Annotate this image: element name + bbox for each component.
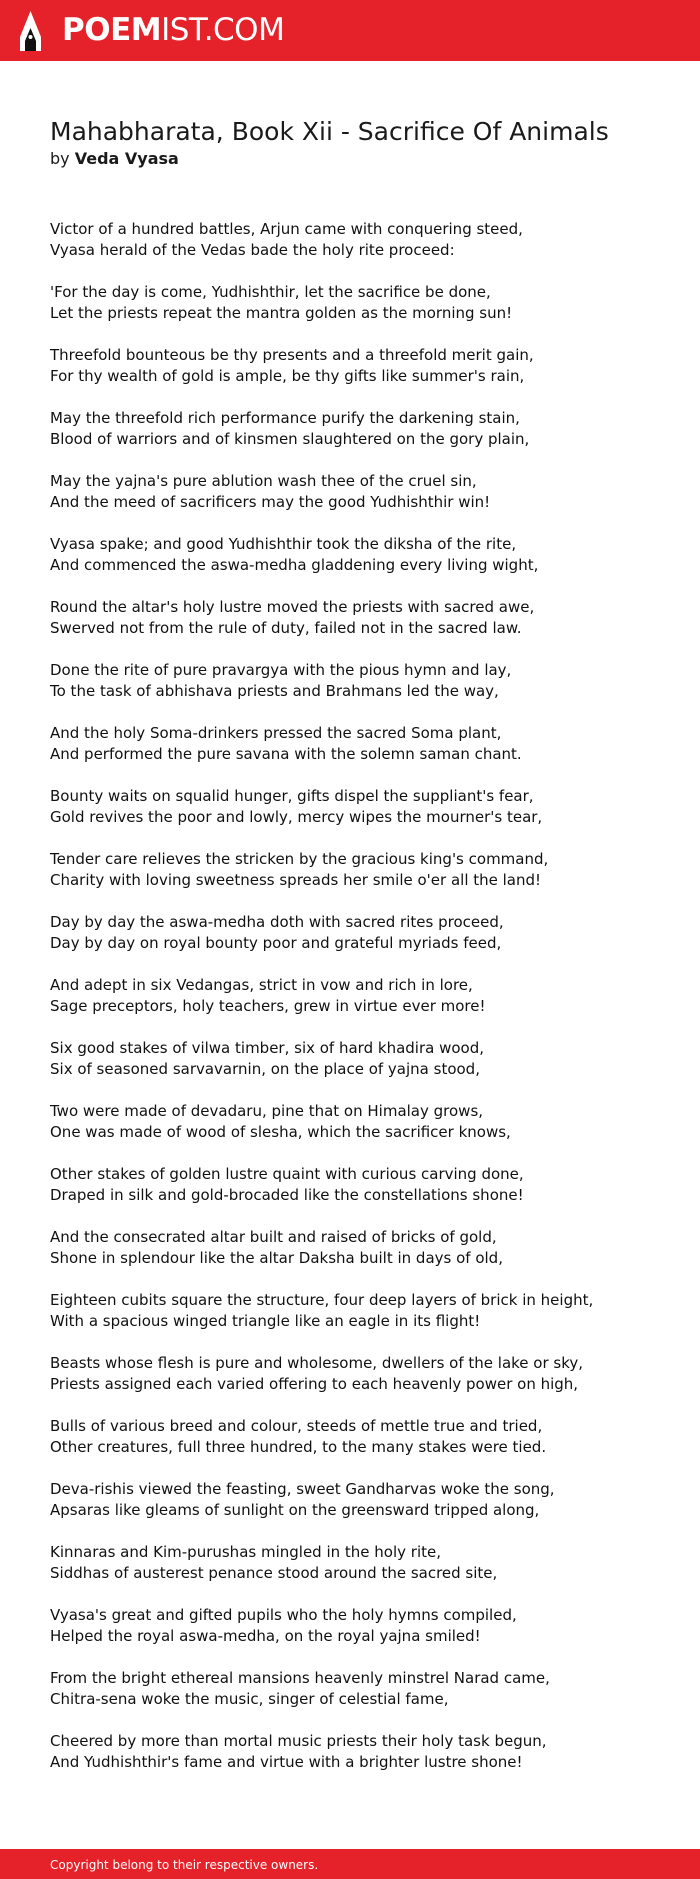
stanza: [50, 1605, 670, 1668]
stanza: [50, 1668, 670, 1731]
stanza: [50, 1290, 670, 1353]
poem-line: Bulls of various breed and colour, steeds of mettle true and tried,: [50, 1417, 543, 1435]
poem-line: And performed the pure savana with the solemn saman chant.: [50, 745, 522, 763]
poem-line: Draped in silk and gold-brocaded like the constellations shone!: [50, 1186, 524, 1204]
poem-line: Sage preceptors, holy teachers, grew in virtue ever more!: [50, 997, 486, 1015]
stanza: [50, 345, 670, 408]
poem-line: Eighteen cubits square the structure, four deep layers of brick in height,: [50, 1291, 594, 1309]
poem-line: And the meed of sacrificers may the good Yudhishthir win!: [50, 493, 491, 511]
poem-line: Round the altar's holy lustre moved the priests with sacred awe,: [50, 598, 535, 616]
stanza: [50, 1542, 670, 1605]
poem-line: Cheered by more than mortal music priests their holy task begun,: [50, 1732, 547, 1750]
poem-line: Day by day on royal bounty poor and grateful myriads feed,: [50, 934, 502, 952]
stanza: [50, 912, 670, 975]
poem-line: Priests assigned each varied offering to each heavenly power on high,: [50, 1375, 579, 1393]
poem-line: May the threefold rich performance purify the darkening stain,: [50, 409, 520, 427]
poem-line: Two were made of devadaru, pine that on Himalay grows,: [50, 1102, 484, 1120]
poem-line: Tender care relieves the stricken by the gracious king's command,: [50, 850, 549, 868]
poem-line: Helped the royal aswa-medha, on the royal yajna smiled!: [50, 1627, 481, 1645]
stanza: [50, 660, 670, 723]
poem-line: For thy wealth of gold is ample, be thy gifts like summer's rain,: [50, 367, 525, 385]
poem-line: Bounty waits on squalid hunger, gifts dispel the suppliant's fear,: [50, 787, 534, 805]
poem-line: One was made of wood of slesha, which the sacrificer knows,: [50, 1123, 511, 1141]
stanza: [50, 975, 670, 1038]
quill-tip-icon[interactable]: [18, 10, 43, 52]
stanza: [50, 534, 670, 597]
poem-line: May the yajna's pure ablution wash thee of the cruel sin,: [50, 472, 477, 490]
poem-line: Vyasa spake; and good Yudhishthir took the diksha of the rite,: [50, 535, 517, 553]
poem-line: Deva-rishis viewed the feasting, sweet Gandharvas woke the song,: [50, 1480, 555, 1498]
poem-line: Charity with loving sweetness spreads her smile o'er all the land!: [50, 871, 542, 889]
stanza: [50, 1416, 670, 1479]
stanza: [50, 597, 670, 660]
byline: [50, 148, 179, 170]
poem-line: Six good stakes of vilwa timber, six of hard khadira wood,: [50, 1039, 484, 1057]
logo-bold-text: POEM: [62, 12, 162, 48]
author-name: Veda Vyasa: [74, 149, 179, 168]
poem-line: Apsaras like gleams of sunlight on the greensward tripped along,: [50, 1501, 540, 1519]
site-logo[interactable]: [62, 12, 284, 48]
poem-line: Victor of a hundred battles, Arjun came with conquering steed,: [50, 220, 523, 238]
poem-line: Other creatures, full three hundred, to the many stakes were tied.: [50, 1438, 547, 1456]
poem-title: Mahabharata, Book Xii - Sacrifice Of Animals: [50, 117, 609, 146]
poem-line: And Yudhishthir's fame and virtue with a brighter lustre shone!: [50, 1753, 523, 1771]
poem-line: Siddhas of austerest penance stood around the sacred site,: [50, 1564, 498, 1582]
stanza: [50, 1227, 670, 1290]
poem-line: And commenced the aswa-medha gladdening every living wight,: [50, 556, 539, 574]
stanza: [50, 723, 670, 786]
poem-line: Day by day the aswa-medha doth with sacred rites proceed,: [50, 913, 504, 931]
poem-line: Done the rite of pure pravargya with the pious hymn and lay,: [50, 661, 512, 679]
copyright-notice: Copyright belong to their respective owners.: [50, 1858, 319, 1872]
poem-line: Chitra-sena woke the music, singer of celestial fame,: [50, 1690, 449, 1708]
poem-body: [50, 219, 670, 1794]
poem-line: Blood of warriors and of kinsmen slaughtered on the gory plain,: [50, 430, 530, 448]
poem-line: Other stakes of golden lustre quaint with curious carving done,: [50, 1165, 524, 1183]
poem-line: From the bright ethereal mansions heavenly minstrel Narad came,: [50, 1669, 550, 1687]
stanza: [50, 1479, 670, 1542]
stanza: [50, 471, 670, 534]
poem-line: To the task of abhishava priests and Brahmans led the way,: [50, 682, 499, 700]
poem-line: Let the priests repeat the mantra golden as the morning sun!: [50, 304, 513, 322]
stanza: [50, 1038, 670, 1101]
poem-line: Beasts whose flesh is pure and wholesome, dwellers of the lake or sky,: [50, 1354, 584, 1372]
stanza: [50, 1353, 670, 1416]
by-label: by: [50, 149, 70, 168]
stanza: [50, 1164, 670, 1227]
logo-light-text: IST.COM: [161, 12, 285, 48]
poem-line: Threefold bounteous be thy presents and a threefold merit gain,: [50, 346, 534, 364]
poem-line: Vyasa herald of the Vedas bade the holy rite proceed:: [50, 241, 455, 259]
poem-line: And the consecrated altar built and raised of bricks of gold,: [50, 1228, 497, 1246]
stanza: [50, 219, 670, 282]
poem-line: Shone in splendour like the altar Daksha built in days of old,: [50, 1249, 503, 1267]
stanza: [50, 1731, 670, 1794]
poem-line: With a spacious winged triangle like an eagle in its flight!: [50, 1312, 481, 1330]
stanza: [50, 849, 670, 912]
poem-line: 'For the day is come, Yudhishthir, let the sacrifice be done,: [50, 283, 491, 301]
poem-line: And the holy Soma-drinkers pressed the sacred Soma plant,: [50, 724, 502, 742]
stanza: [50, 408, 670, 471]
poem-line: Swerved not from the rule of duty, failed not in the sacred law.: [50, 619, 522, 637]
poem-line: Vyasa's great and gifted pupils who the holy hymns compiled,: [50, 1606, 517, 1624]
site-footer: [0, 1849, 700, 1879]
poem-line: Six of seasoned sarvavarnin, on the place of yajna stood,: [50, 1060, 480, 1078]
site-header: [0, 0, 700, 61]
poem-line: Gold revives the poor and lowly, mercy wipes the mourner's tear,: [50, 808, 543, 826]
stanza: [50, 282, 670, 345]
stanza: [50, 1101, 670, 1164]
poem-line: Kinnaras and Kim-purushas mingled in the holy rite,: [50, 1543, 441, 1561]
poem-line: And adept in six Vedangas, strict in vow and rich in lore,: [50, 976, 473, 994]
stanza: [50, 786, 670, 849]
